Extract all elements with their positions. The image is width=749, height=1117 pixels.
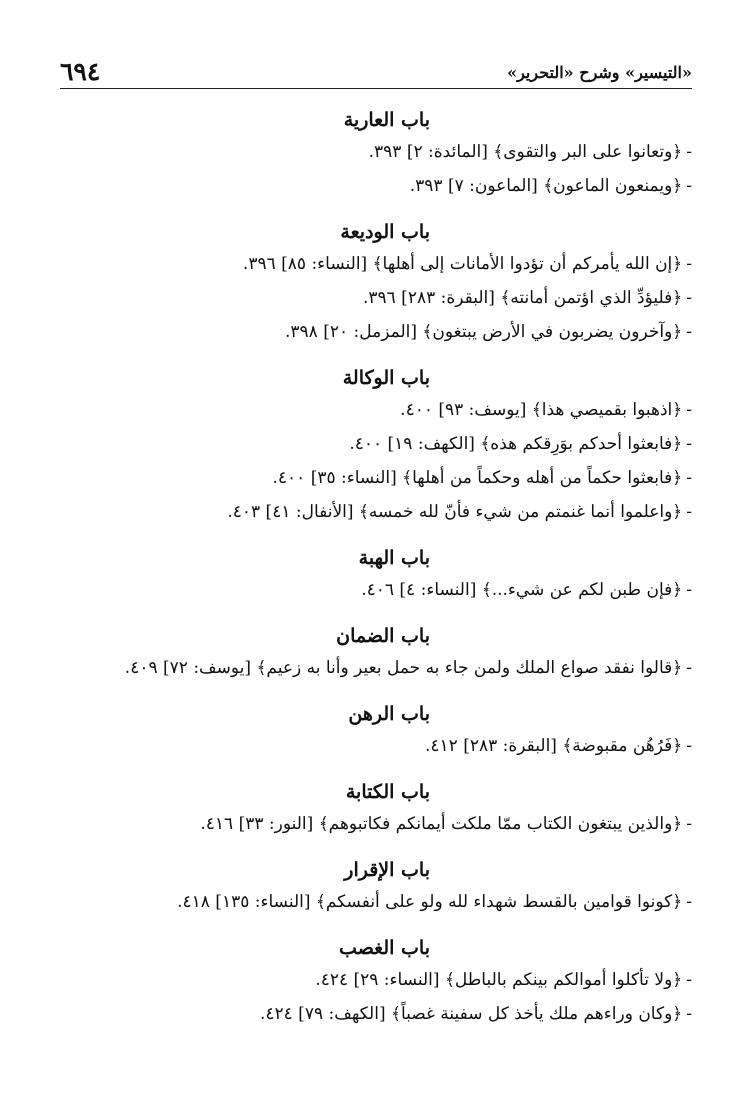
section-spacer <box>60 924 692 936</box>
entry-text: ﴿والذين يبتغون الكتاب ممّا ملكت أيمانكم فكاتبوهم﴾ [النور: ٣٣] ٤١٦. <box>200 814 683 834</box>
section <box>60 702 692 780</box>
page-number: ٦٩٤ <box>60 57 101 86</box>
entry-text: ﴿فابعثوا حكماً من أهله وحكماً من أهلها﴾ [النساء: ٣٥] ٤٠٠. <box>272 468 683 488</box>
page-header <box>60 58 692 89</box>
entry-text: ﴿ويمنعون الماعون﴾ [الماعون: ٧] ٣٩٣. <box>409 176 683 196</box>
entry-dash: - <box>686 658 692 678</box>
entry-text: ﴿فإن طبن لكم عن شيء...﴾ [النساء: ٤] ٤٠٦. <box>361 580 683 600</box>
entry-text: ﴿فابعثوا أحدكم بوَرِقكم هذه﴾ [الكهف: ١٩] ٤٠٠. <box>349 434 683 454</box>
entry-dash: - <box>686 580 692 600</box>
entry-dash: - <box>686 288 692 308</box>
index-entry <box>60 656 692 681</box>
index-entry <box>60 252 692 277</box>
section <box>60 108 692 220</box>
entry-dash: - <box>686 814 692 834</box>
section-spacer <box>60 690 692 702</box>
entry-text: ﴿وكان وراءهم ملك يأخذ كل سفينة غصباً﴾ [الكهف: ٧٩] ٤٢٤. <box>259 1004 683 1024</box>
entry-dash: - <box>686 176 692 196</box>
entry-text: ﴿قالوا نفقد صواع الملك ولمن جاء به حمل بعير وأنا به زعيم﴾ [يوسف: ٧٢] ٤٠٩. <box>124 658 683 678</box>
section-spacer <box>60 612 692 624</box>
index-entry <box>60 140 692 165</box>
section-heading: باب الوكالة <box>342 367 430 389</box>
entry-text: ﴿إن الله يأمركم أن تؤدوا الأمانات إلى أهلها﴾ [النساء: ٨٥] ٣٩٦. <box>242 254 683 274</box>
entry-dash: - <box>686 322 692 342</box>
index-entry <box>60 398 692 423</box>
index-entry <box>60 812 692 837</box>
section-spacer <box>60 208 692 220</box>
entry-text: ﴿واعلموا أنما غنمتم من شيء فأنّ لله خمسه﴾ [الأنفال: ٤١] ٤٠٣. <box>227 502 683 522</box>
entry-text: ﴿فليؤدِّ الذي اؤتمن أمانته﴾ [البقرة: ٢٨٣] ٣٩٦. <box>362 288 683 308</box>
section-spacer <box>60 846 692 858</box>
entry-text: ﴿وآخرون يضربون في الأرض يبتغون﴾ [المزمل: ٢٠] ٣٩٨. <box>285 322 683 342</box>
section <box>60 858 692 936</box>
section <box>60 366 692 546</box>
index-entry <box>60 432 692 457</box>
entry-dash: - <box>686 254 692 274</box>
section-heading: باب الهبة <box>358 547 430 569</box>
entry-text: ﴿اذهبوا بقميصي هذا﴾ [يوسف: ٩٣] ٤٠٠. <box>400 400 683 420</box>
section-spacer <box>60 768 692 780</box>
section-heading: باب الضمان <box>336 625 430 647</box>
section-heading: باب الوديعة <box>340 221 430 243</box>
entry-dash: - <box>686 892 692 912</box>
entry-dash: - <box>686 142 692 162</box>
index-entry <box>60 1002 692 1027</box>
section <box>60 624 692 702</box>
entry-text: ﴿فَرُهُن مقبوضة﴾ [البقرة: ٢٨٣] ٤١٢. <box>424 736 683 756</box>
index-entry <box>60 734 692 759</box>
index-entry <box>60 286 692 311</box>
entry-text: ﴿كونوا قوامين بالقسط شهداء لله ولو على أنفسكم﴾ [النساء: ١٣٥] ٤١٨. <box>177 892 683 912</box>
entry-dash: - <box>686 970 692 990</box>
section <box>60 546 692 624</box>
section-heading: باب الغصب <box>339 937 430 959</box>
index-entry <box>60 320 692 345</box>
index-entry <box>60 890 692 915</box>
index-entry <box>60 466 692 491</box>
index-entry <box>60 174 692 199</box>
section <box>60 936 692 1048</box>
entry-dash: - <box>686 400 692 420</box>
section-heading: باب الإقرار <box>344 859 430 881</box>
section-heading: باب الكتابة <box>345 781 430 803</box>
section-spacer <box>60 354 692 366</box>
entry-dash: - <box>686 1004 692 1024</box>
entry-dash: - <box>686 502 692 522</box>
index-entry <box>60 578 692 603</box>
entry-dash: - <box>686 434 692 454</box>
entry-text: ﴿وتعانوا على البر والتقوى﴾ [المائدة: ٢] ٣٩٣. <box>368 142 683 162</box>
section-heading: باب الرهن <box>348 703 430 725</box>
section-spacer <box>60 534 692 546</box>
section <box>60 780 692 858</box>
index-entry <box>60 500 692 525</box>
entry-text: ﴿ولا تأكلوا أموالكم بينكم بالباطل﴾ [النساء: ٢٩] ٤٢٤. <box>315 970 683 990</box>
index-entry <box>60 968 692 993</box>
section <box>60 220 692 366</box>
section-spacer <box>60 1036 692 1048</box>
section-heading: باب العارية <box>343 109 430 131</box>
running-title: «التيسير» وشرح «التحرير» <box>507 63 692 82</box>
entry-dash: - <box>686 736 692 756</box>
index-content <box>60 108 692 1048</box>
entry-dash: - <box>686 468 692 488</box>
